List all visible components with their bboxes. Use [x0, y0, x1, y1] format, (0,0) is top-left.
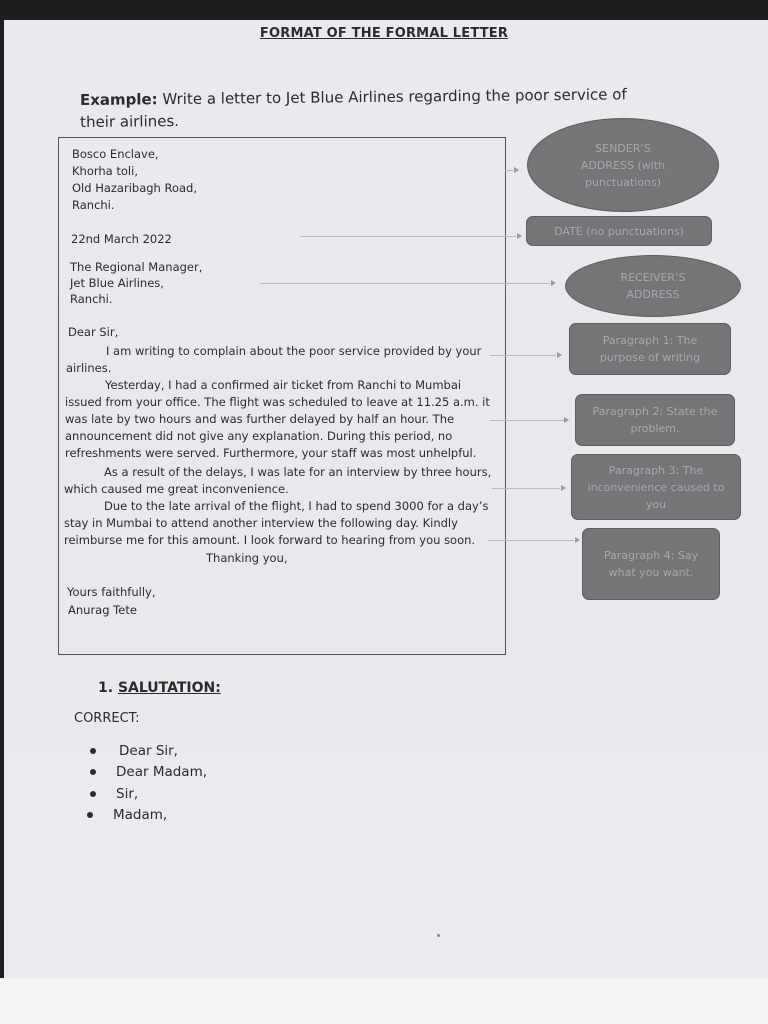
thanking-line: Thanking you, [206, 551, 288, 565]
list-item-text: Sir, [116, 785, 139, 802]
sender-line: Old Hazaribagh Road, [72, 181, 198, 195]
letter-date: 22nd March 2022 [71, 232, 172, 246]
receiver-line: Ranchi. [70, 292, 113, 306]
callout-receiver-address: RECEIVER’S ADDRESS [565, 255, 741, 317]
section-title: SALUTATION: [117, 680, 221, 696]
arrow-head-icon [514, 167, 519, 173]
sender-line: Ranchi. [72, 198, 115, 212]
signature-name: Anurag Tete [68, 603, 137, 617]
paragraph-2: Yesterday, I had a confirmed air ticket from Ranchi to Mumbai issued from your office. The flight was scheduled to leave at 11.25 a.m. it was late by two hours and was further delayed by half an hour. The announcement did not give any explanation. During this period, no refreshments were served. Furthermore, your staff was most unhelpful. [65, 378, 490, 460]
sample-letter-box [58, 137, 506, 655]
arrow-head-icon [517, 233, 522, 239]
letter-salutation: Dear Sir, [68, 325, 119, 339]
connector-line [300, 236, 516, 237]
paragraph-1: I am writing to complain about the poor service provided by your airlines. [66, 344, 482, 375]
receiver-line: The Regional Manager, [70, 260, 203, 274]
callout-paragraph-1: Paragraph 1: The purpose of writing [569, 323, 731, 375]
section-heading [98, 680, 221, 696]
arrow-head-icon [564, 417, 569, 423]
connector-line [490, 355, 556, 356]
connector-line [490, 420, 564, 421]
receiver-line: Jet Blue Airlines, [70, 276, 164, 290]
bullet-icon [90, 769, 96, 775]
list-item [87, 805, 207, 827]
bullet-icon [90, 791, 96, 797]
bullet-icon [90, 748, 96, 754]
bottom-margin [0, 978, 768, 1024]
callout-paragraph-2: Paragraph 2: State the problem. [575, 394, 735, 446]
bullet-icon [87, 812, 93, 818]
example-text: Write a letter to Jet Blue Airlines regarding the poor service of their airlines. [80, 85, 627, 132]
paragraph-3: As a result of the delays, I was late for an interview by three hours, which caused me great inconvenience. [64, 465, 492, 496]
connector-line [488, 540, 574, 541]
list-item [90, 783, 207, 805]
arrow-head-icon [561, 485, 566, 491]
connector-line [260, 283, 550, 284]
sender-line: Khorha toli, [72, 164, 138, 178]
list-item [90, 740, 207, 762]
paper-speck [437, 934, 440, 937]
list-item [90, 762, 207, 784]
callout-paragraph-3: Paragraph 3: The inconvenience caused to you [571, 454, 741, 520]
closing-line: Yours faithfully, [67, 585, 156, 599]
callout-paragraph-4: Paragraph 4: Say what you want. [582, 528, 720, 600]
section-number: 1. [98, 680, 114, 696]
list-item-text: Dear Sir, [119, 742, 178, 759]
sender-line: Bosco Enclave, [72, 147, 159, 161]
list-item-text: Madam, [113, 807, 168, 824]
arrow-head-icon [575, 537, 580, 543]
callout-date: DATE (no punctuations) [526, 216, 712, 246]
callout-sender-address: SENDER’S ADDRESS (with punctuations) [527, 118, 719, 212]
arrow-head-icon [557, 352, 562, 358]
connector-line [505, 170, 513, 171]
connector-line [492, 488, 560, 489]
salutation-list [90, 740, 207, 826]
arrow-head-icon [551, 280, 556, 286]
paragraph-4: Due to the late arrival of the flight, I had to spend 3000 for a day’s stay in Mumbai to attend another interview the following day. Kindly reimburse me for this amount. I look forward to hearing from you soon. [64, 499, 489, 547]
example-label: Example: [79, 90, 158, 110]
correct-label: CORRECT: [74, 711, 140, 726]
page-title: FORMAT OF THE FORMAL LETTER [259, 26, 509, 41]
list-item-text: Dear Madam, [116, 764, 208, 781]
